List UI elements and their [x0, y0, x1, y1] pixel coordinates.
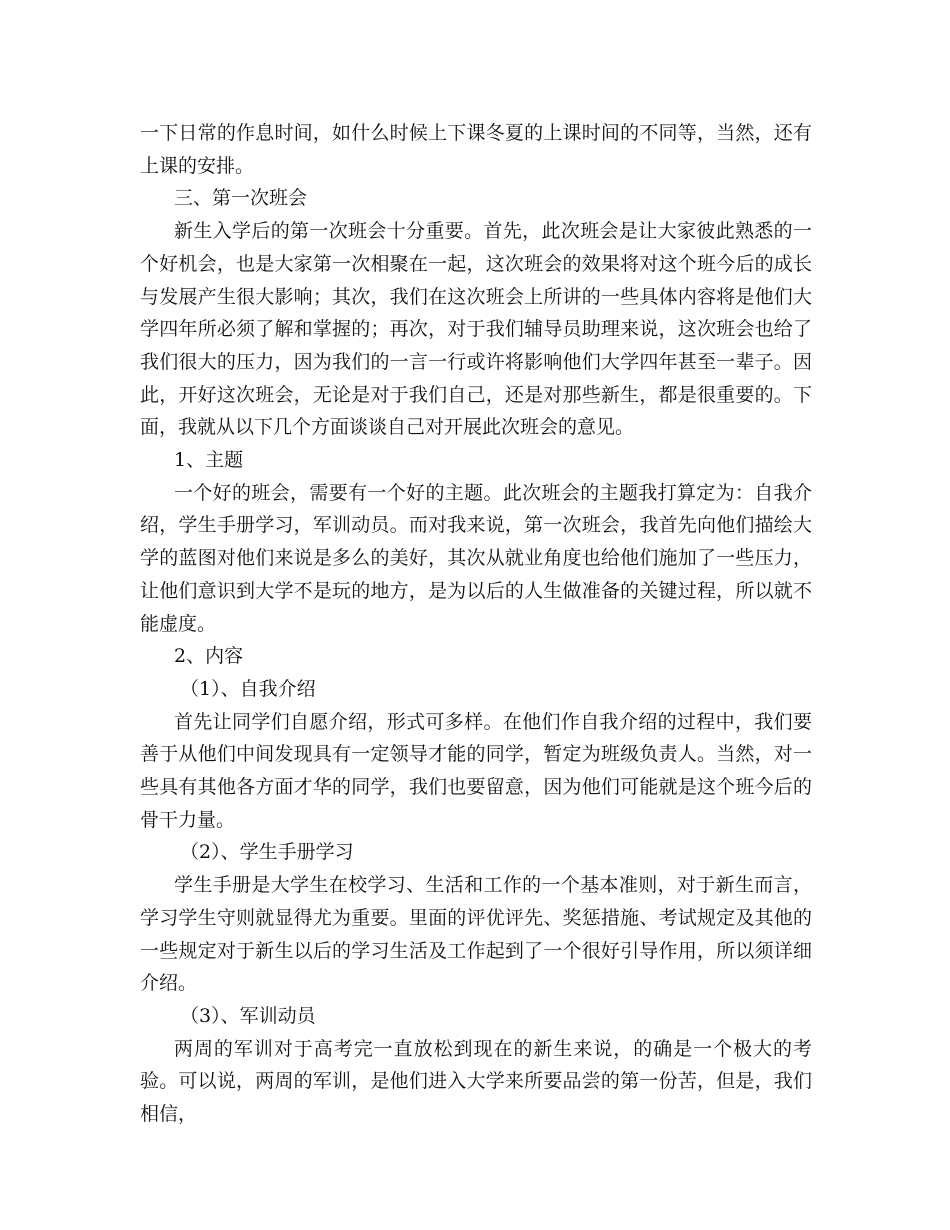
paragraph-student-handbook: 学生手册是大学生在校学习、生活和工作的一个基本准则，对于新生而言，学习学生守则就显得尤为重要。里面的评优评先、奖惩措施、考试规定及其他的一些规定对于新生以后的学习生活及工作起到了一个很好引导作用，所以须详细介绍。	[140, 874, 812, 995]
subsection-heading-theme: 1、主题	[174, 449, 244, 472]
paragraph-self-introduction: 首先让同学们自愿介绍，形式可多样。在他们作自我介绍的过程中，我们要善于从他们中间发现具有一定领导才能的同学，暂定为班级负责人。当然，对一些具有其他各方面才华的同学，我们也要留意，因为他们可能就是这个班今后的骨干力量。	[140, 710, 812, 831]
document-page	[140, 117, 812, 1131]
item-heading-student-handbook: （2）、学生手册学习	[180, 841, 354, 864]
item-heading-military-training: （3）、军训动员	[180, 1004, 316, 1027]
paragraph-class-meeting-importance: 新生入学后的第一次班会十分重要。首先，此次班会是让大家彼此熟悉的一个好机会，也是大家第一次相聚在一起，这次班会的效果将对这个班今后的成长与发展产生很大影响；其次，我们在这次班会上所讲的一些具体内容将是他们大学四年所必须了解和掌握的；再次，对于我们辅导员助理来说，这次班会也给了我们很大的压力，因为我们的一言一行或许将影响他们大学四年甚至一辈子。因此，开好这次班会，无论是对于我们自己，还是对那些新生，都是很重要的。下面，我就从以下几个方面谈谈自己对开展此次班会的意见。	[140, 220, 812, 439]
subsection-heading-content: 2、内容	[174, 645, 244, 668]
section-heading-class-meeting: 三、第一次班会	[174, 187, 308, 210]
paragraph-theme: 一个好的班会，需要有一个好的主题。此次班会的主题我打算定为：自我介绍，学生手册学习，军训动员。而对我来说，第一次班会，我首先向他们描绘大学的蓝图对他们来说是多么的美好，其次从就业角度也给他们施加了一些压力，让他们意识到大学不是玩的地方，是为以后的人生做准备的关键过程，所以就不能虚度。	[140, 481, 812, 635]
item-heading-self-introduction: （1）、自我介绍	[180, 677, 316, 700]
paragraph-continued: 一下日常的作息时间，如什么时候上下课冬夏的上课时间的不同等，当然，还有上课的安排。	[140, 122, 812, 177]
paragraph-military-training: 两周的军训对于高考完一直放松到现在的新生来说，的确是一个极大的考验。可以说，两周的军训，是他们进入大学来所要品尝的第一份苦，但是，我们相信，	[140, 1037, 812, 1126]
